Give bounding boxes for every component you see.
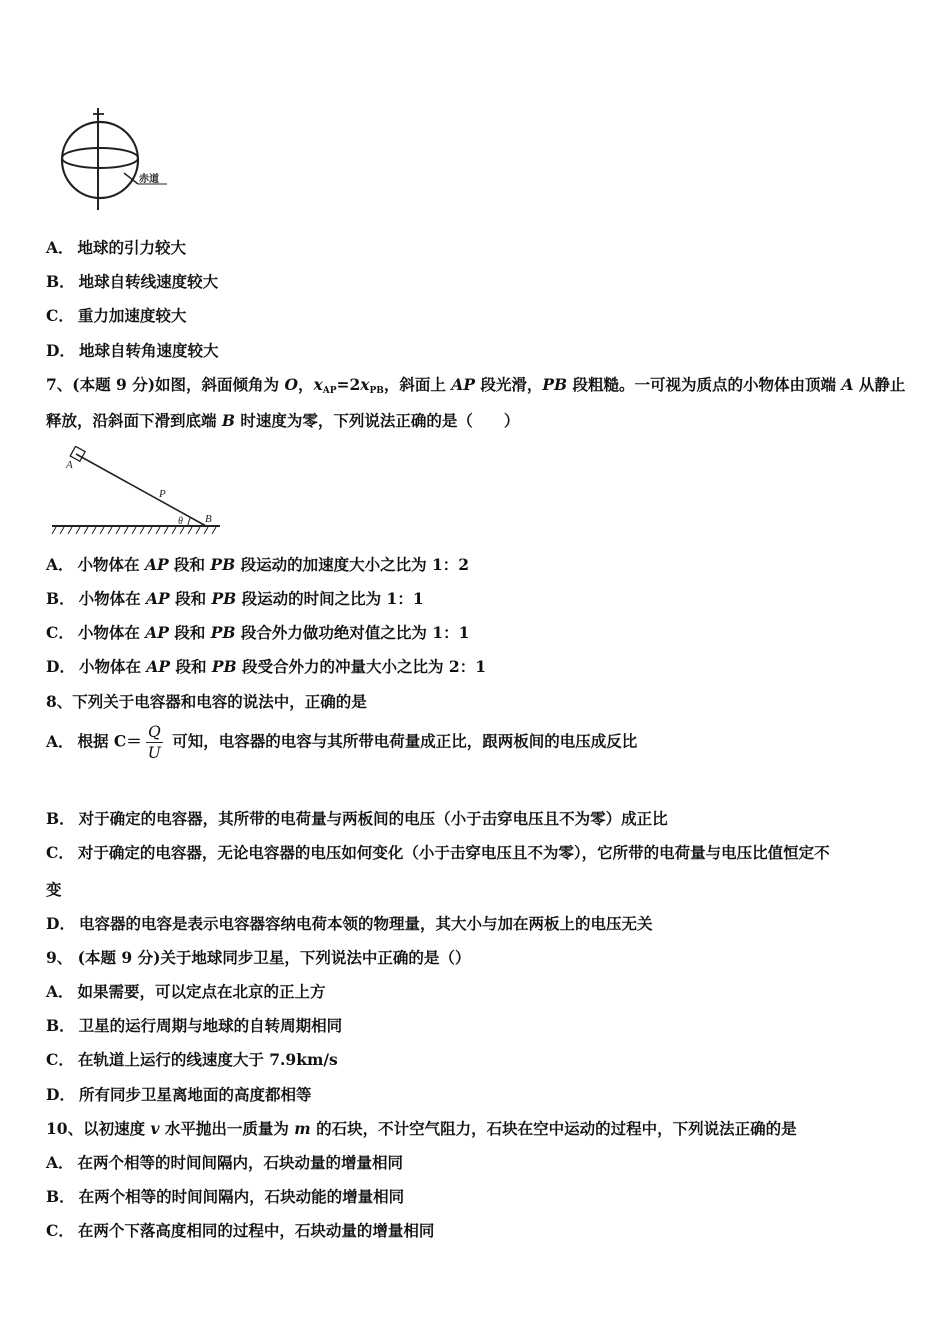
q6-option-a: A． 地球的引力较大 xyxy=(46,238,187,257)
formula-fraction: $\frac{Q}{U}$ xyxy=(147,723,161,762)
equator-label: 赤道 xyxy=(139,174,159,185)
incline-figure xyxy=(48,446,228,541)
q9-option-a: A． 如果需要，可以定点在北京的正上方 xyxy=(46,982,326,1001)
q6-option-b: B． 地球自转线速度较大 xyxy=(46,272,219,291)
angle-theta-label: θ xyxy=(178,516,183,527)
q7-stem-line2: 释放，沿斜面下滑到底端 B 时速度为零，下列说法正确的是（ ） xyxy=(46,411,520,430)
q8-option-d: D． 电容器的电容是表示电容器容纳电荷本领的物理量，其大小与加在两板上的电压无关 xyxy=(46,914,653,933)
q6-option-c: C． 重力加速度较大 xyxy=(46,306,187,325)
point-b-label: B xyxy=(205,513,212,525)
q8-option-c: C． 对于确定的电容器，无论电容器的电压如何变化（小于击穿电压且不为零），它所带的电荷量与电压比值恒定不 xyxy=(46,843,830,862)
q8-option-c-cont: 变 xyxy=(46,880,62,899)
q7-option-a: A． 小物体在 AP 段和 PB 段运动的加速度大小之比为 1：2 xyxy=(46,555,470,574)
q8-option-b: B． 对于确定的电容器，其所带的电荷量与两板间的电压（小于击穿电压且不为零）成正比 xyxy=(46,809,668,828)
q10-option-a: A． 在两个相等的时间间隔内，石块动量的增量相同 xyxy=(46,1153,404,1172)
q7-option-d: D． 小物体在 AP 段和 PB 段受合外力的冲量大小之比为 2：1 xyxy=(46,657,486,676)
point-p-label: P xyxy=(159,488,166,500)
q9-option-b: B． 卫星的运行周期与地球的自转周期相同 xyxy=(46,1016,343,1035)
q10-stem: 10、以初速度 v 水平抛出一质量为 m 的石块，不计空气阻力，石块在空中运动的过程中，下列说法正确的是 xyxy=(46,1119,797,1138)
q7-option-b: B． 小物体在 AP 段和 PB 段运动的时间之比为 1：1 xyxy=(46,589,424,608)
q6-option-d: D． 地球自转角速度较大 xyxy=(46,341,219,360)
q10-option-c: C． 在两个下落高度相同的过程中，石块动量的增量相同 xyxy=(46,1221,435,1240)
q8-stem: 8、下列关于电容器和电容的说法中，正确的是 xyxy=(46,692,367,711)
q9-option-c: C． 在轨道上运行的线速度大于 7.9km/s xyxy=(46,1050,338,1069)
globe-figure xyxy=(52,108,177,213)
q8-option-a: A． 根据 C＝ $\frac{Q}{U}$ 可知，电容器的电容与其所带电荷量成正比，跟两板间的电压成反比 xyxy=(46,723,638,762)
q10-option-b: B． 在两个相等的时间间隔内，石块动能的增量相同 xyxy=(46,1187,405,1206)
point-a-label: A xyxy=(66,459,73,471)
q9-option-d: D． 所有同步卫星离地面的高度都相等 xyxy=(46,1085,312,1104)
q7-stem: 7、(本题 9 分)如图，斜面倾角为 O，$x_{AP}=2x_{PB}$，斜面上 AP 段光滑，PB 段粗糙。一可视为质点的小物体由顶端 A 从静止 xyxy=(46,375,906,396)
q9-stem: 9、 (本题 9 分)关于地球同步卫星，下列说法中正确的是（） xyxy=(46,948,471,967)
q7-option-c: C． 小物体在 AP 段和 PB 段合外力做功绝对值之比为 1：1 xyxy=(46,623,470,642)
